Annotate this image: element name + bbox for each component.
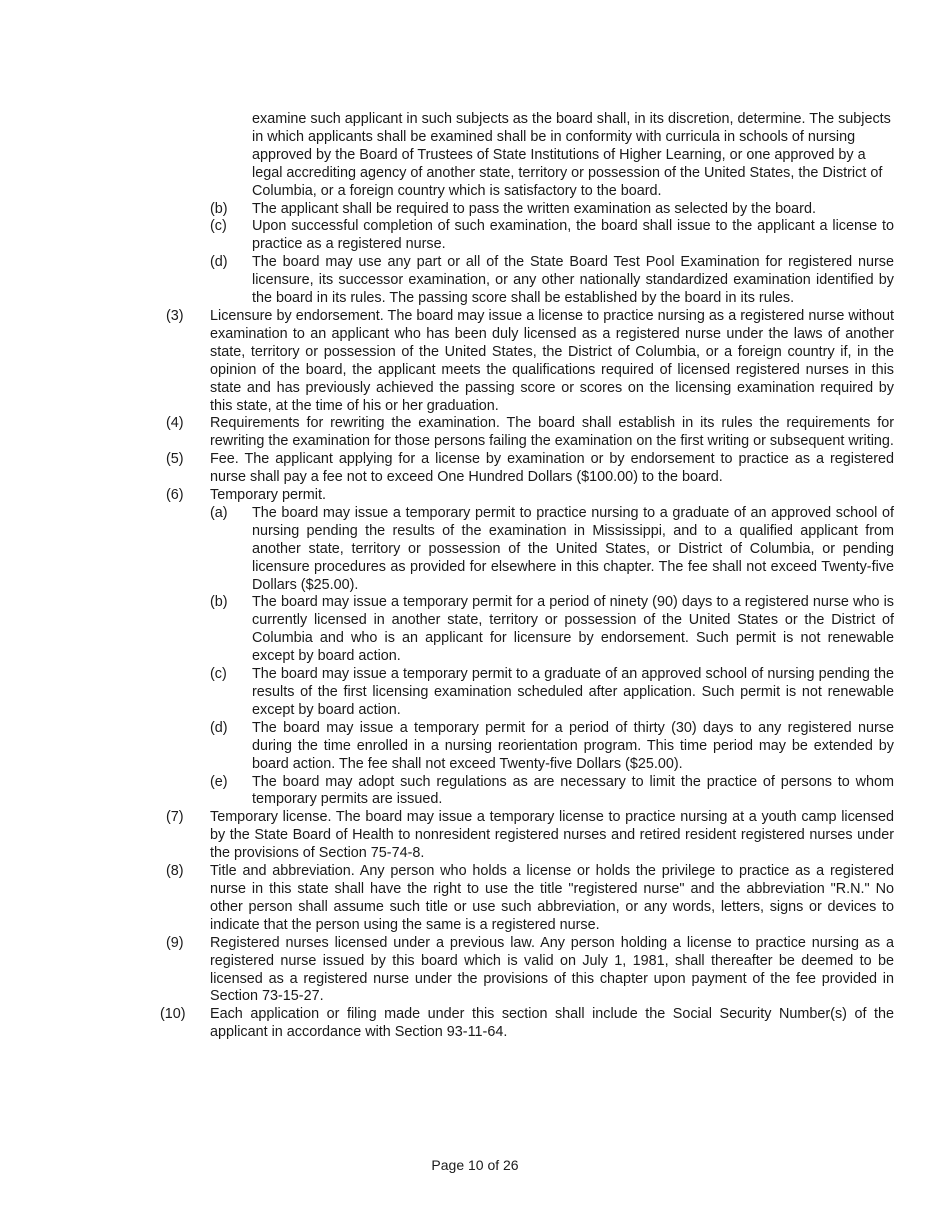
section-3	[0, 308, 950, 415]
section-label: (10)	[160, 1006, 186, 1023]
section-4	[0, 415, 950, 451]
section-text: Registered nurses licensed under a previous law. Any person holding a license to practice nursing as a registered nurse issued by this board which is valid on July 1, 1981, shall thereafter be deemed to be licensed as a registered nurse under the provisions of this chapter upon payment of the fee provided in Section 73-15-27.	[210, 934, 894, 1005]
section-text: Temporary license. The board may issue a temporary license to practice nursing at a youth camp licensed by the State Board of Health to nonresident registered nurses and retired resident registered nurses under the provisions of Section 75-74-8.	[210, 809, 894, 862]
subsection-6a	[0, 505, 950, 595]
section-9	[0, 935, 950, 1007]
subsection-6e	[0, 774, 950, 810]
section-text: Requirements for rewriting the examination. The board shall establish in its rules the requirements for rewriting the examination for those persons failing the examination on the first writing or subsequent writing.	[210, 415, 894, 450]
subsection-6c	[0, 666, 950, 720]
subsection-6b	[0, 594, 950, 666]
section-text: Fee. The applicant applying for a license by examination or by endorsement to practice as a registered nurse shall pay a fee not to exceed One Hundred Dollars ($100.00) to the board.	[210, 451, 894, 486]
section-text: Title and abbreviation. Any person who holds a license or holds the privilege to practice as a registered nurse in this state shall have the right to use the title "registered nurse" and the abbreviation "R.N." No other person shall assume such title or use such abbreviation, or any words, letters, signs or devices to indicate that the person using the same is a registered nurse.	[210, 863, 894, 933]
continuation-paragraph	[0, 111, 950, 201]
section-7	[0, 809, 950, 863]
section-label: (3)	[166, 307, 184, 324]
item-text: The board may issue a temporary permit to practice nursing to a graduate of an approved school of nursing pending the results of the examination in Mississippi, and to a qualified applicant from another state, territory or possession of the United States, or District of Columbia, or pending licensure procedures as provided for elsewhere in this chapter. The fee shall not exceed Twenty-five Dollars ($25.00).	[252, 504, 894, 593]
item-label: (c)	[210, 666, 227, 683]
section-label: (5)	[166, 451, 184, 468]
item-text: The board may adopt such regulations as are necessary to limit the practice of persons to whom temporary permits are issued.	[252, 773, 894, 808]
item-label: (b)	[210, 200, 228, 217]
subsection-2b	[0, 201, 950, 219]
section-label: (4)	[166, 415, 184, 432]
section-text: Temporary permit.	[210, 487, 326, 504]
section-8	[0, 863, 950, 935]
item-text: The board may use any part or all of the State Board Test Pool Examination for registered nurse licensure, its successor examination, or any other nationally standardized examination identified by the board in its rules. The passing score shall be established by the board in its rules.	[252, 254, 894, 307]
section-label: (6)	[166, 487, 184, 504]
section-label: (9)	[166, 934, 184, 951]
item-label: (d)	[210, 254, 228, 271]
item-text: The board may issue a temporary permit for a period of thirty (30) days to any registered nurse during the time enrolled in a nursing reorientation program. This time period may be extended by board action. The fee shall not exceed Twenty-five Dollars ($25.00).	[252, 719, 894, 772]
section-6	[0, 487, 950, 505]
item-text: The board may issue a temporary permit for a period of ninety (90) days to a registered nurse who is currently licensed in another state, territory or possession of the United States or the District of Columbia and who is an applicant for licensure by endorsement. Such permit is not renewable except by board action.	[252, 594, 894, 665]
document-body	[0, 111, 950, 1042]
section-text: Each application or filing made under this section shall include the Social Security Number(s) of the applicant in accordance with Section 93-11-64.	[210, 1006, 894, 1041]
page-number-footer: Page 10 of 26	[431, 1157, 519, 1173]
section-5	[0, 451, 950, 487]
subsection-2c	[0, 218, 950, 254]
section-label: (7)	[166, 809, 184, 826]
subsection-6d	[0, 720, 950, 774]
item-label: (c)	[210, 218, 227, 235]
section-10	[0, 1006, 950, 1042]
item-text: Upon successful completion of such examination, the board shall issue to the applicant a license to practice as a registered nurse.	[252, 218, 894, 253]
paragraph-text: examine such applicant in such subjects as the board shall, in its discretion, determine. The subjects in which applicants shall be examined shall be in conformity with curricula in schools of nursing approved by the Board of Trustees of State Institutions of Higher Learning, or one approved by a legal accrediting agency of another state, territory or possession of the United States, the District of Columbia, or a foreign country which is satisfactory to the board.	[252, 111, 891, 199]
item-text: The board may issue a temporary permit to a graduate of an approved school of nursing pending the results of the first licensing examination scheduled after application. Such permit is not renewable except by board action.	[252, 666, 894, 718]
item-label: (b)	[210, 594, 228, 611]
subsection-2d	[0, 254, 950, 308]
section-label: (8)	[166, 863, 184, 880]
item-label: (d)	[210, 719, 228, 736]
item-label: (a)	[210, 504, 228, 521]
section-text: Licensure by endorsement. The board may issue a license to practice nursing as a registered nurse without examination to an applicant who has been duly licensed as a registered nurse under the laws of another state, territory or possession of the United States, the District of Columbia, or a foreign country if, in the opinion of the board, the applicant meets the qualifications required of licensed registered nurses in this state and has previously achieved the passing score or scores on the licensing examination required by this state, at the time of his or her graduation.	[210, 307, 894, 414]
item-text: The applicant shall be required to pass the written examination as selected by the board.	[252, 200, 816, 217]
item-label: (e)	[210, 773, 228, 790]
